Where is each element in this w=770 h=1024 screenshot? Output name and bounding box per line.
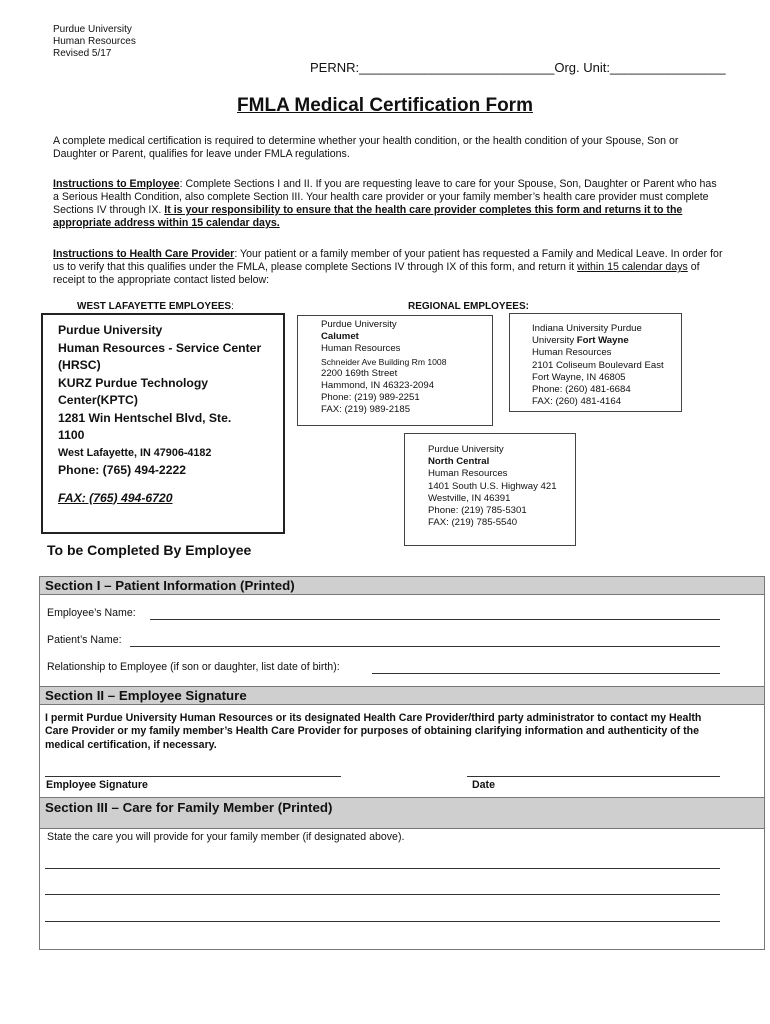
instructions-provider-text: : Your patient or a family member of your patient has requested a Family and Medical Leave. In order for us to verify that this qualifies under the FMLA, please complete Sections IV through IX of this form, and return it	[53, 248, 723, 273]
calumet-line: Human Resources	[321, 343, 401, 355]
section-3-heading: Section III – Care for Family Member (Printed)	[39, 797, 765, 829]
date-input[interactable]	[467, 776, 720, 777]
instructions-employee-emphasis: It is your responsibility to ensure that the health care provider completes this form and returns it to the appropriate address within 15 calendar days.	[53, 204, 683, 229]
instructions-provider-days: within 15 calendar days	[577, 261, 688, 273]
west-fax: FAX: (765) 494-6720	[58, 490, 173, 505]
relationship-input[interactable]	[372, 673, 720, 674]
fortwayne-line: University Fort Wayne	[532, 335, 629, 347]
calumet-phone: Phone: (219) 989-2251	[321, 392, 420, 404]
instructions-employee-label: Instructions to Employee	[53, 178, 180, 190]
west-lafayette-contact-box	[41, 313, 285, 534]
employee-section-heading: To be Completed By Employee	[47, 542, 252, 558]
relationship-label: Relationship to Employee (if son or daughter, list date of birth):	[47, 661, 340, 673]
employee-name-input[interactable]	[150, 619, 720, 620]
northcentral-line: Purdue University	[428, 444, 504, 455]
fortwayne-line: Indiana University Purdue	[532, 323, 642, 334]
north-central-contact-box	[404, 433, 576, 546]
employee-name-label: Employee’s Name:	[47, 607, 136, 619]
header-revised: Revised 5/17	[53, 48, 112, 59]
northcentral-line: Westville, IN 46391	[428, 492, 511, 504]
northcentral-line: Human Resources	[428, 468, 508, 480]
employee-signature-input[interactable]	[45, 776, 341, 777]
header-org: Purdue University	[53, 24, 132, 35]
pernr-field[interactable]: PERNR:___________________________	[310, 60, 555, 75]
instructions-provider-label: Instructions to Health Care Provider	[53, 248, 235, 260]
northcentral-phone: Phone: (219) 785-5301	[428, 505, 527, 517]
instructions-provider-tail: of receipt to the appropriate contact listed below:	[53, 261, 700, 286]
care-description-line-3[interactable]	[45, 921, 720, 922]
signature-label: Employee Signature	[46, 779, 148, 791]
calumet-contact-box	[297, 315, 493, 426]
instructions-provider	[53, 248, 723, 287]
calumet-line: Hammond, IN 46323-2094	[321, 380, 435, 392]
care-description-line-2[interactable]	[45, 894, 720, 895]
west-line: Purdue University	[58, 323, 163, 337]
section-2-consent-text: I permit Purdue University Human Resources or its designated Health Care Provider/third party administrator to contact my Health Care Provider or my family member’s Health Care Provider for purposes of obtaining clarifying information and authenticity of the medical certification, if necessary.	[45, 712, 702, 751]
patient-name-label: Patient’s Name:	[47, 634, 122, 646]
west-phone: Phone: (765) 494-2222	[58, 463, 187, 477]
west-line: 1100	[58, 428, 85, 442]
calumet-campus: Calumet	[321, 331, 359, 343]
header-dept: Human Resources	[53, 36, 136, 47]
west-lafayette-heading: WEST LAFAYETTE EMPLOYEES:	[77, 301, 234, 312]
patient-name-input[interactable]	[130, 646, 720, 647]
calumet-line: Schneider Ave Building Rm 1008	[321, 356, 447, 367]
west-line: Human Resources - Service Center	[58, 340, 262, 355]
fortwayne-line: 2101 Coliseum Boulevard East	[532, 359, 664, 371]
west-city: West Lafayette, IN 47906-4182	[58, 446, 212, 459]
care-description-line-1[interactable]	[45, 868, 720, 869]
date-label: Date	[472, 779, 495, 791]
section-3-frame	[39, 828, 765, 950]
northcentral-fax: FAX: (219) 785-5540	[428, 517, 518, 529]
instructions-employee-text: : Complete Sections I and II. If you are requesting leave to care for your Spouse, Son, Daughter or Parent who has a Serious Health Condition, also complete Section III. Your health care provider or your family member’s health care provider must complete Sections IV through IX.	[53, 178, 717, 216]
fortwayne-fax: FAX: (260) 481-4164	[532, 396, 622, 408]
page-title: FMLA Medical Certification Form	[237, 95, 533, 116]
section-3-instruction: State the care you will provide for your family member (if designated above).	[47, 831, 405, 843]
pernr-row	[310, 60, 726, 75]
calumet-line: Purdue University	[321, 319, 397, 330]
intro-text: A complete medical certification is required to determine whether your health condition, or the health condition of your Spouse, Son or Daughter or Parent, qualifies for leave under FMLA regulations.	[53, 135, 679, 160]
west-line: KURZ Purdue Technology	[58, 375, 209, 390]
org-unit-field[interactable]: Org. Unit:________________	[554, 60, 726, 75]
northcentral-campus: North Central	[428, 456, 490, 468]
west-line: 1281 Win Hentschel Blvd, Ste.	[58, 410, 232, 425]
fortwayne-phone: Phone: (260) 481-6684	[532, 384, 631, 396]
northcentral-line: 1401 South U.S. Highway 421	[428, 480, 557, 492]
section-2-heading: Section II – Employee Signature	[39, 686, 765, 705]
west-line: Center(KPTC)	[58, 393, 138, 407]
section-1-heading: Section I – Patient Information (Printed)	[39, 576, 765, 595]
fortwayne-line: Fort Wayne, IN 46805	[532, 371, 626, 383]
regional-heading: REGIONAL EMPLOYEES:	[408, 301, 529, 312]
fortwayne-campus: Fort Wayne	[576, 335, 629, 347]
document-header	[53, 24, 136, 60]
west-line: (HRSC)	[58, 358, 101, 372]
instructions-employee	[53, 178, 723, 230]
fort-wayne-contact-box	[509, 313, 682, 412]
calumet-fax: FAX: (219) 989-2185	[321, 404, 411, 416]
fortwayne-line: Human Resources	[532, 347, 612, 359]
calumet-line: 2200 169th Street	[321, 367, 398, 379]
